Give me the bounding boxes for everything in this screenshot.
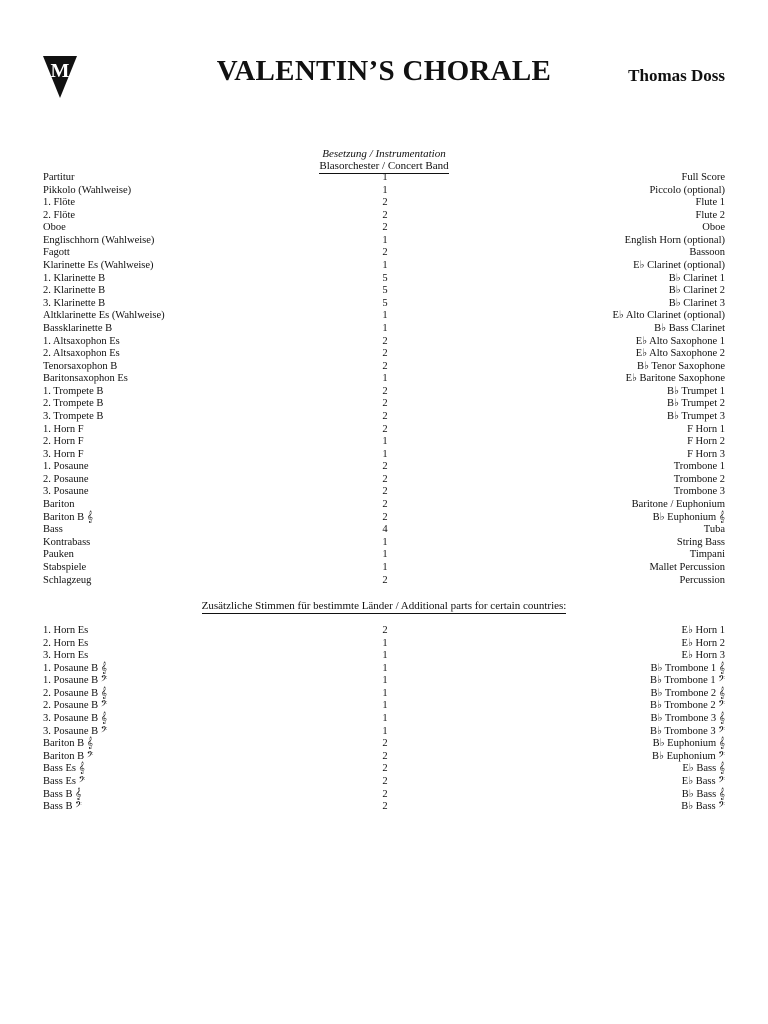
part-name-english: B♭ Trombone 1 𝄞 — [650, 662, 725, 674]
part-name-german: Bass B 𝄢 — [43, 801, 82, 813]
instrumentation-heading — [0, 148, 768, 172]
part-row — [43, 449, 725, 462]
part-name-german: 3. Horn F — [43, 448, 84, 460]
part-name-german: 1. Horn F — [43, 423, 84, 435]
part-name-english: B♭ Euphonium 𝄢 — [652, 750, 725, 762]
part-name-german: Fagott — [43, 247, 70, 259]
part-count: 5 — [382, 272, 388, 284]
part-row — [43, 398, 725, 411]
part-name-german: 1. Horn Es — [43, 625, 89, 636]
part-row — [43, 298, 725, 311]
part-name-german: Klarinette Es (Wahlweise) — [43, 260, 154, 272]
part-row — [43, 386, 725, 399]
part-row — [43, 650, 725, 663]
part-count: 4 — [382, 524, 388, 536]
part-name-english: F Horn 1 — [687, 423, 725, 435]
part-name-english: E♭ Alto Clarinet (optional) — [612, 310, 725, 322]
part-count: 2 — [382, 499, 388, 511]
part-row — [43, 675, 725, 688]
part-name-english: Full Score — [681, 172, 725, 183]
page-title: VALENTIN’S CHORALE — [216, 55, 552, 87]
additional-parts-list — [43, 625, 725, 814]
part-row — [43, 789, 725, 802]
part-name-english: E♭ Horn 2 — [681, 637, 725, 649]
part-name-english: Percussion — [679, 574, 725, 586]
part-count: 2 — [382, 197, 388, 209]
part-row — [43, 185, 725, 198]
part-count: 2 — [382, 461, 388, 473]
part-count: 2 — [382, 763, 388, 775]
part-count: 2 — [382, 788, 388, 800]
part-row — [43, 210, 725, 223]
part-name-english: B♭ Clarinet 3 — [668, 297, 725, 309]
part-count: 2 — [382, 801, 388, 813]
part-count: 1 — [382, 549, 388, 561]
part-row — [43, 361, 725, 374]
part-row — [43, 726, 725, 739]
part-row — [43, 172, 725, 185]
part-row — [43, 310, 725, 323]
part-name-german: 2. Altsaxophon Es — [43, 348, 120, 360]
part-count: 5 — [382, 285, 388, 297]
part-count: 2 — [382, 423, 388, 435]
part-name-english: Trombone 1 — [673, 461, 725, 473]
part-name-german: Bass B 𝄞 — [43, 788, 82, 800]
part-name-english: String Bass — [676, 536, 725, 548]
part-name-english: Trombone 2 — [673, 473, 725, 485]
part-name-english: B♭ Trombone 1 𝄢 — [649, 675, 725, 687]
part-name-german: Tenorsaxophon B — [43, 360, 118, 372]
part-name-english: Oboe — [702, 222, 725, 234]
part-count: 2 — [382, 222, 388, 234]
part-name-german: 2. Posaune B 𝄞 — [43, 687, 107, 699]
part-row — [43, 474, 725, 487]
instrumentation-list — [43, 172, 725, 587]
part-count: 5 — [382, 297, 388, 309]
part-count: 2 — [382, 750, 388, 762]
part-name-english: Mallet Percussion — [649, 561, 725, 573]
part-count: 2 — [382, 335, 388, 347]
part-name-german: 3. Trompete B — [43, 410, 104, 422]
part-count: 2 — [382, 775, 388, 787]
part-name-german: Bassklarinette B — [43, 322, 113, 334]
part-row — [43, 575, 725, 588]
part-count: 1 — [382, 536, 388, 548]
part-row — [43, 738, 725, 751]
part-name-english: Flute 1 — [695, 197, 725, 209]
part-name-english: B♭ Clarinet 2 — [668, 285, 725, 297]
part-row — [43, 763, 725, 776]
part-name-german: Baritonsaxophon Es — [43, 373, 128, 385]
part-count: 2 — [382, 385, 388, 397]
part-name-german: Schlagzeug — [43, 574, 92, 586]
part-count: 2 — [382, 738, 388, 750]
part-name-english: B♭ Bass 𝄢 — [681, 801, 725, 813]
part-name-english: B♭ Euphonium 𝄞 — [652, 738, 725, 750]
part-name-english: B♭ Trombone 3 𝄞 — [650, 713, 725, 725]
part-row — [43, 638, 725, 651]
part-row — [43, 688, 725, 701]
part-name-english: B♭ Trumpet 2 — [666, 398, 725, 410]
part-row — [43, 625, 725, 638]
part-row — [43, 524, 725, 537]
part-row — [43, 562, 725, 575]
part-name-german: Pikkolo (Wahlweise) — [43, 184, 132, 196]
part-name-german: Bass — [43, 524, 63, 536]
composer-name: Thomas Doss — [628, 66, 725, 85]
part-name-german: 2. Posaune B 𝄢 — [43, 700, 108, 712]
part-name-german: Partitur — [43, 172, 75, 183]
part-name-german: Bariton — [43, 499, 75, 511]
part-name-english: E♭ Bass 𝄢 — [681, 775, 725, 787]
part-row — [43, 700, 725, 713]
instrumentation-heading-line1: Besetzung / Instrumentation — [322, 148, 446, 160]
part-count: 2 — [382, 410, 388, 422]
part-count: 1 — [382, 700, 388, 712]
part-row — [43, 260, 725, 273]
part-row — [43, 461, 725, 474]
part-name-english: B♭ Trumpet 3 — [666, 410, 725, 422]
part-name-english: E♭ Baritone Saxophone — [625, 373, 725, 385]
part-name-english: E♭ Horn 3 — [681, 650, 725, 662]
part-count: 1 — [382, 675, 388, 687]
part-name-german: 1. Flöte — [43, 197, 76, 209]
part-name-english: B♭ Clarinet 1 — [668, 272, 725, 284]
part-count: 2 — [382, 398, 388, 410]
part-name-english: Piccolo (optional) — [649, 184, 725, 196]
part-count: 1 — [382, 650, 388, 662]
part-row — [43, 197, 725, 210]
logo-letter: M — [50, 60, 70, 82]
part-name-german: 2. Trompete B — [43, 398, 104, 410]
additional-parts-heading — [0, 600, 768, 612]
part-count: 1 — [382, 713, 388, 725]
part-count: 1 — [382, 448, 388, 460]
part-count: 1 — [382, 561, 388, 573]
part-name-german: 1. Posaune B 𝄞 — [43, 662, 107, 674]
part-count: 2 — [382, 247, 388, 259]
part-count: 1 — [382, 234, 388, 246]
part-count: 1 — [382, 725, 388, 737]
part-row — [43, 713, 725, 726]
part-name-german: Englischhorn (Wahlweise) — [43, 234, 155, 246]
part-name-german: 1. Posaune — [43, 461, 89, 473]
part-row — [43, 801, 725, 814]
part-name-german: 3. Klarinette B — [43, 297, 106, 309]
part-name-english: B♭ Trumpet 1 — [666, 385, 725, 397]
part-row — [43, 751, 725, 764]
part-name-german: Bariton B 𝄞 — [43, 511, 93, 523]
part-name-english: E♭ Clarinet (optional) — [633, 260, 725, 272]
part-row — [43, 537, 725, 550]
part-count: 1 — [382, 322, 388, 334]
part-name-english: B♭ Trombone 3 𝄢 — [649, 725, 725, 737]
part-name-english: B♭ Tenor Saxophone — [636, 360, 725, 372]
part-count: 2 — [382, 625, 388, 636]
part-count: 1 — [382, 373, 388, 385]
part-name-german: 1. Trompete B — [43, 385, 104, 397]
part-name-german: Pauken — [43, 549, 74, 561]
part-name-german: 2. Posaune — [43, 473, 89, 485]
part-row — [43, 247, 725, 260]
part-count: 1 — [382, 310, 388, 322]
additional-parts-heading-text: Zusätzliche Stimmen für bestimmte Länder / Additional parts for certain countries: — [201, 600, 567, 612]
part-name-english: E♭ Alto Saxophone 1 — [635, 335, 725, 347]
part-name-english: Trombone 3 — [673, 486, 725, 498]
part-row — [43, 499, 725, 512]
part-name-german: Kontrabass — [43, 536, 91, 548]
part-row — [43, 235, 725, 248]
part-row — [43, 285, 725, 298]
part-name-german: 2. Horn Es — [43, 637, 89, 649]
part-count: 2 — [382, 348, 388, 360]
part-name-german: 3. Posaune B 𝄞 — [43, 713, 107, 725]
part-name-german: 3. Horn Es — [43, 650, 89, 662]
part-name-german: Stabspiele — [43, 561, 87, 573]
part-name-english: Baritone / Euphonium — [631, 499, 725, 511]
part-name-german: Bariton B 𝄢 — [43, 750, 94, 762]
part-count: 2 — [382, 473, 388, 485]
part-name-english: B♭ Trombone 2 𝄢 — [649, 700, 725, 712]
part-name-german: Bass Es 𝄢 — [43, 775, 86, 787]
part-name-german: 1. Altsaxophon Es — [43, 335, 120, 347]
part-row — [43, 273, 725, 286]
part-name-german: 1. Klarinette B — [43, 272, 106, 284]
part-count: 2 — [382, 360, 388, 372]
part-row — [43, 424, 725, 437]
part-count: 1 — [382, 184, 388, 196]
part-name-german: Bariton B 𝄞 — [43, 738, 93, 750]
part-count: 1 — [382, 260, 388, 272]
part-count: 1 — [382, 687, 388, 699]
part-name-english: Bassoon — [689, 247, 725, 259]
part-row — [43, 486, 725, 499]
part-count: 2 — [382, 511, 388, 523]
part-name-german: 2. Flöte — [43, 209, 76, 221]
part-name-german: 3. Posaune B 𝄢 — [43, 725, 108, 737]
part-row — [43, 336, 725, 349]
part-row — [43, 549, 725, 562]
part-name-english: B♭ Euphonium 𝄞 — [652, 511, 725, 523]
part-name-german: 1. Posaune B 𝄢 — [43, 675, 108, 687]
part-name-english: F Horn 2 — [687, 436, 725, 448]
part-name-english: B♭ Bass 𝄞 — [681, 788, 725, 800]
part-row — [43, 222, 725, 235]
part-row — [43, 436, 725, 449]
part-row — [43, 373, 725, 386]
part-name-english: B♭ Trombone 2 𝄞 — [650, 687, 725, 699]
part-name-english: Timpani — [689, 549, 725, 561]
part-row — [43, 348, 725, 361]
part-count: 2 — [382, 574, 388, 586]
instrumentation-heading-line2: Blasorchester / Concert Band — [319, 160, 449, 172]
part-count: 1 — [382, 436, 388, 448]
part-name-english: Tuba — [703, 524, 725, 536]
part-name-german: Altklarinette Es (Wahlweise) — [43, 310, 165, 322]
part-name-english: B♭ Bass Clarinet — [654, 322, 725, 334]
part-name-english: E♭ Alto Saxophone 2 — [635, 348, 725, 360]
part-row — [43, 663, 725, 676]
part-count: 1 — [382, 172, 388, 183]
part-name-english: E♭ Bass 𝄞 — [682, 763, 725, 775]
part-row — [43, 512, 725, 525]
part-name-english: Flute 2 — [695, 209, 725, 221]
part-count: 2 — [382, 209, 388, 221]
part-count: 2 — [382, 486, 388, 498]
part-name-english: F Horn 3 — [687, 448, 725, 460]
part-name-german: Bass Es 𝄞 — [43, 763, 85, 775]
part-row — [43, 776, 725, 789]
part-row — [43, 323, 725, 336]
part-count: 1 — [382, 637, 388, 649]
part-count: 1 — [382, 662, 388, 674]
part-name-english: English Horn (optional) — [624, 234, 725, 246]
part-name-german: 3. Posaune — [43, 486, 89, 498]
part-name-german: Oboe — [43, 222, 66, 234]
part-name-english: E♭ Horn 1 — [681, 625, 725, 636]
part-name-german: 2. Horn F — [43, 436, 84, 448]
part-name-german: 2. Klarinette B — [43, 285, 106, 297]
part-row — [43, 411, 725, 424]
